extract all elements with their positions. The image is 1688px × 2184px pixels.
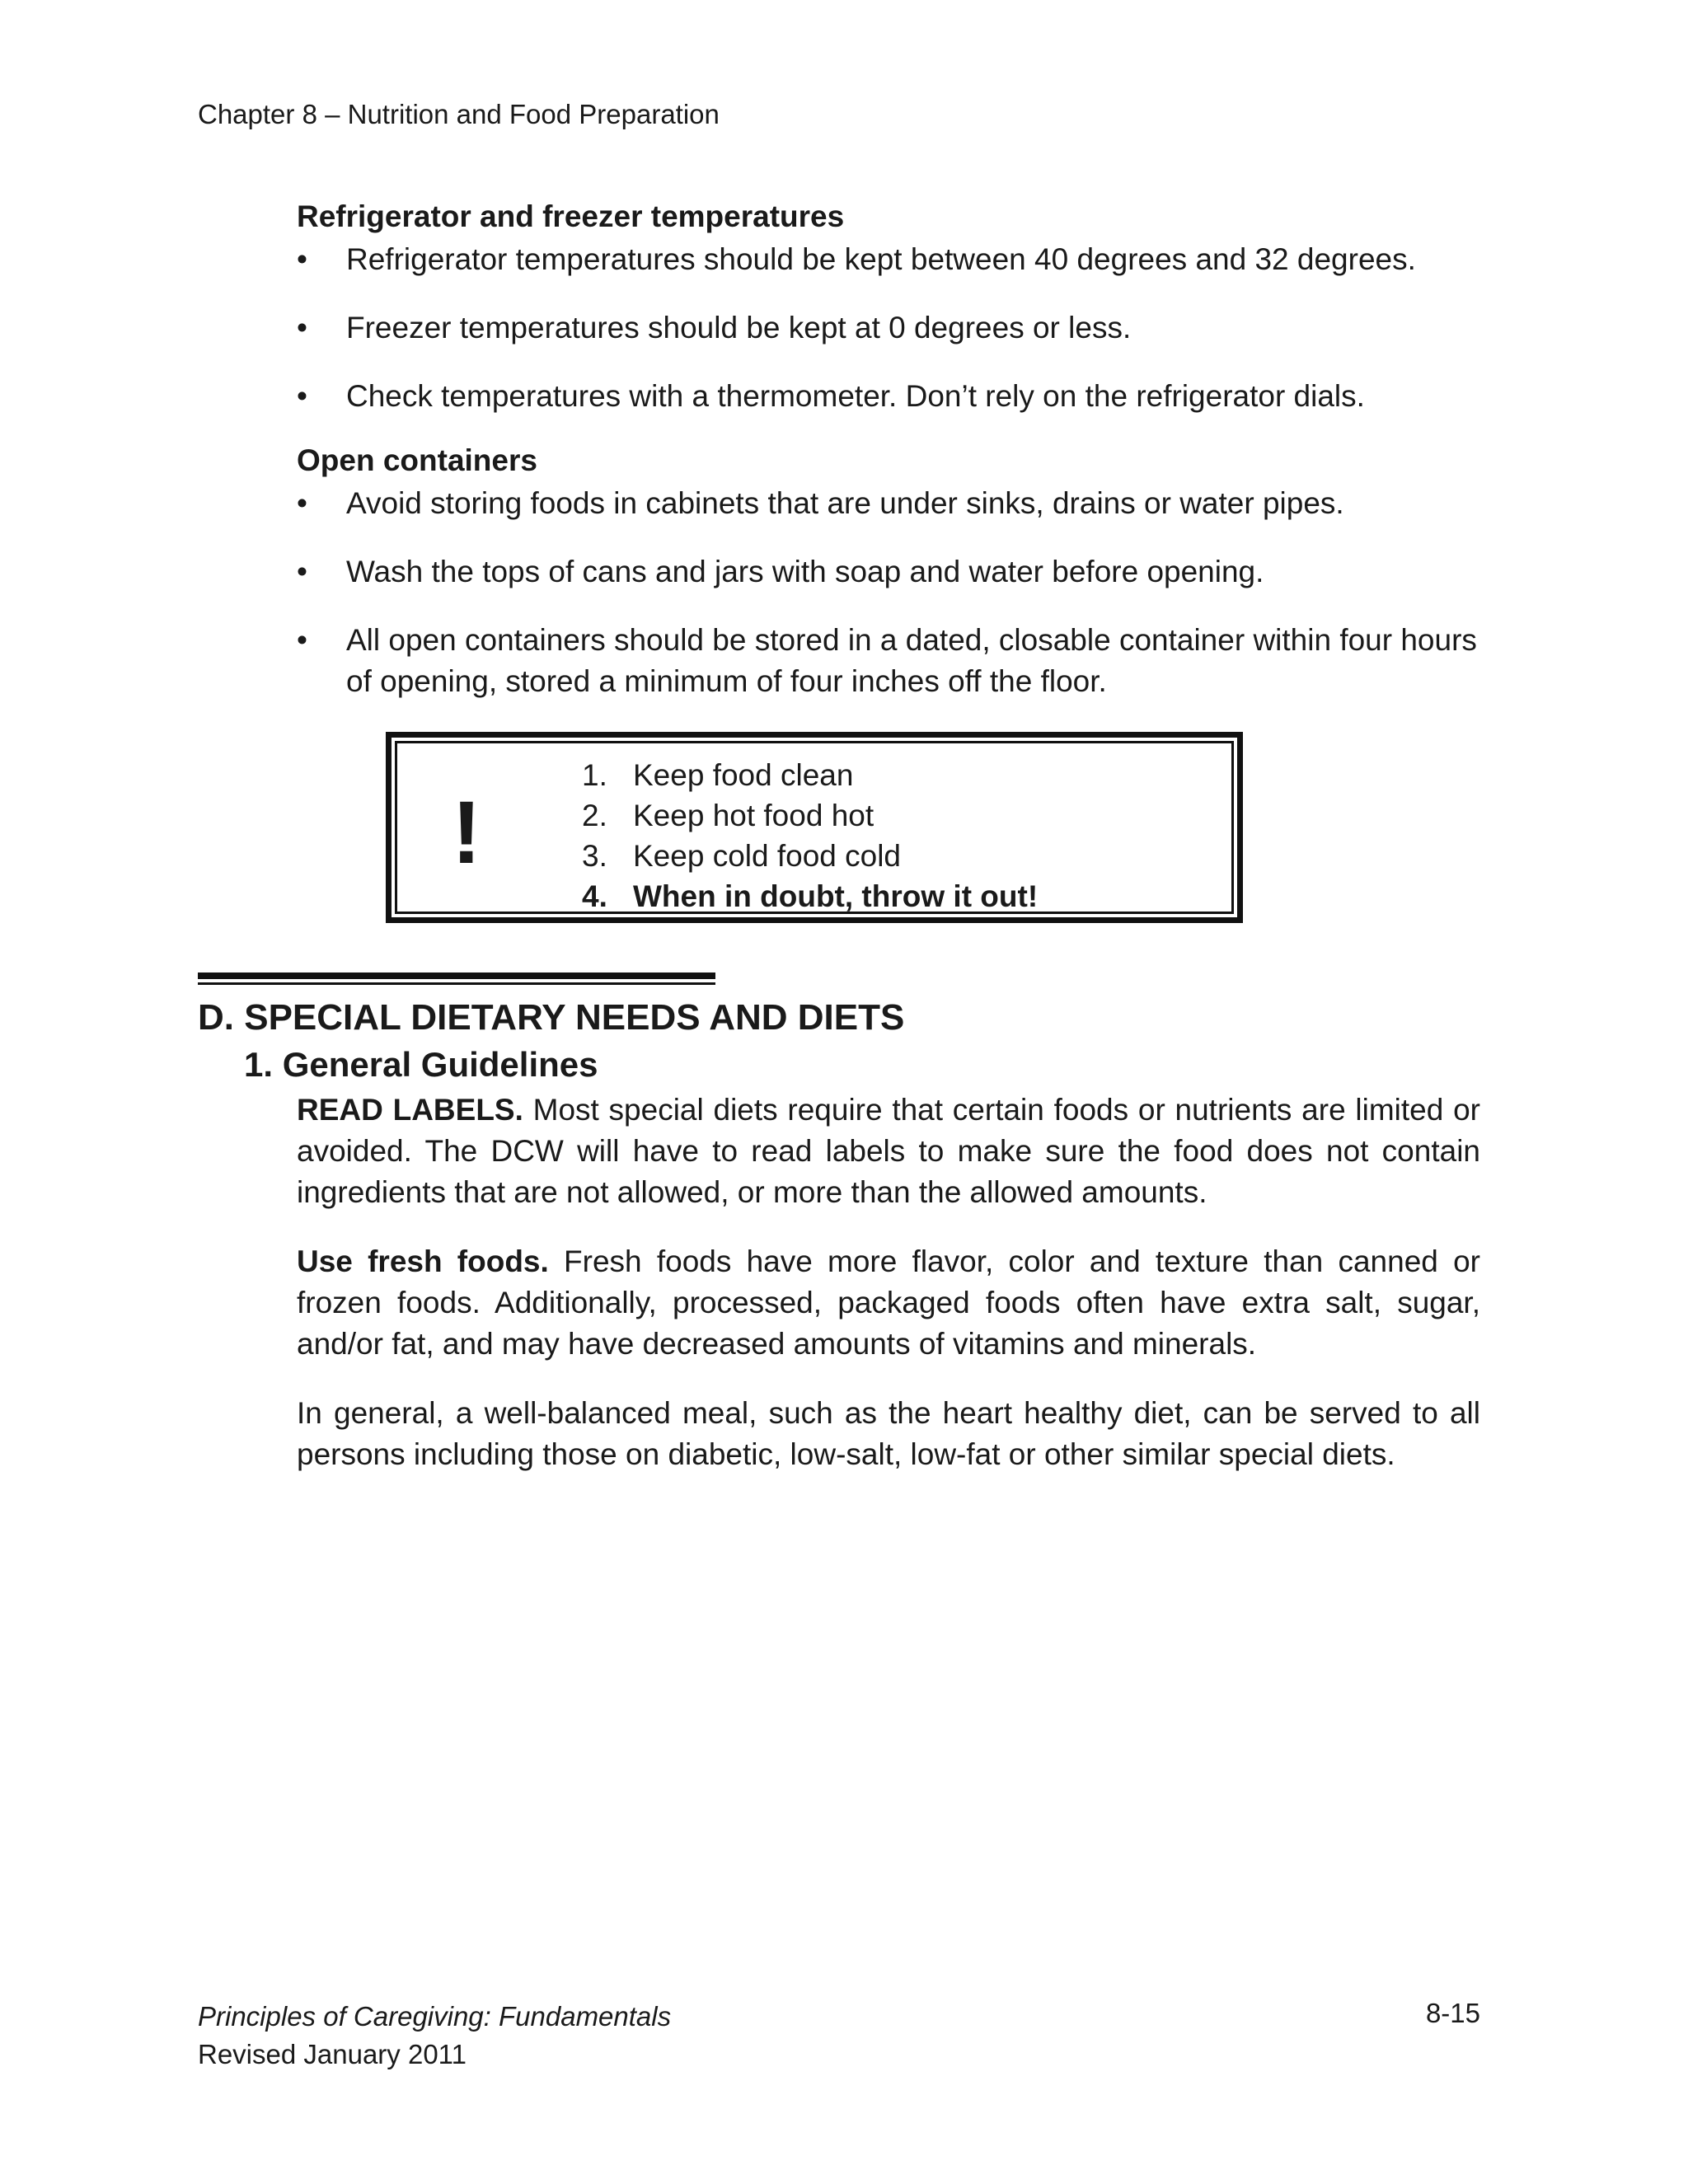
bullet-symbol: • [297,311,307,344]
list-item [297,620,1492,702]
callout-inner-border [395,741,1234,914]
rule-number: 1. [582,758,607,792]
paragraph-lead: READ LABELS. [297,1093,523,1127]
exclamation-icon: ! [452,782,481,882]
rule-number: 3. [582,839,607,873]
paragraph-text: Most special diets require that certain foods or nutrients are limited or avoided. The DCW will have to read labels to make sure the food does not contain ingredients that are not allowed, or more than the allowed amounts. [297,1093,1480,1209]
rule-text: Keep hot food hot [633,799,874,832]
rule-text: Keep cold food cold [633,839,902,873]
bullet-symbol: • [297,623,307,657]
paragraph-text: Fresh foods have more flavor, color and texture than canned or frozen foods. Additionally, processed, packaged foods often have extra salt, sugar, and/or fat, and may have decreased amounts of vitamins and minerals. [297,1244,1480,1361]
list-item [297,307,1492,349]
running-header: Chapter 8 – Nutrition and Food Preparation [198,99,720,129]
rule-item [582,795,1038,836]
page-number: 8-15 [1425,1998,1480,2028]
fridge-heading: Refrigerator and freezer temperatures [297,199,845,233]
bullet-symbol: • [297,555,307,588]
list-item [297,483,1492,524]
list-item [297,551,1492,593]
paragraph [297,1393,1480,1475]
rule-number: 4. [582,879,607,913]
paragraph-lead: Use fresh foods. [297,1244,549,1278]
paragraph [297,1090,1480,1213]
section-divider-thick [198,972,715,979]
paragraph [297,1241,1480,1365]
rule-item [582,876,1038,916]
footer-book-title: Principles of Caregiving: Fundamentals [198,2001,672,2032]
paragraph-text: In general, a well-balanced meal, such as the heart healthy diet, can be served to all persons including those on diabetic, low-salt, low-fat or other similar special diets. [297,1396,1480,1471]
bullet-symbol: • [297,242,307,276]
section-title: D. SPECIAL DIETARY NEEDS AND DIETS [198,997,905,1038]
list-item-text: Check temperatures with a thermometer. Don’t rely on the refrigerator dials. [346,379,1365,413]
rule-item [582,836,1038,876]
bullet-symbol: • [297,486,307,520]
list-item [297,239,1492,280]
list-item-text: Wash the tops of cans and jars with soap and water before opening. [346,555,1264,588]
list-item-text: Freezer temperatures should be kept at 0 degrees or less. [346,311,1132,344]
subsection-title: 1. General Guidelines [244,1045,598,1084]
section-divider-thin [198,982,715,985]
food-safety-rules [582,755,1038,916]
containers-heading: Open containers [297,443,537,477]
list-item-text: All open containers should be stored in a dated, closable container within four hours of opening, stored a minimum of four inches off the floor. [346,623,1477,698]
food-safety-callout [386,732,1243,923]
page-footer [198,1998,671,2074]
rule-text: Keep food clean [633,758,854,792]
list-item-text: Avoid storing foods in cabinets that are under sinks, drains or water pipes. [346,486,1344,520]
list-item [297,376,1492,417]
footer-revised-date: Revised January 2011 [198,2039,467,2069]
rule-text: When in doubt, throw it out! [633,879,1039,913]
rule-number: 2. [582,799,607,832]
list-item-text: Refrigerator temperatures should be kept between 40 degrees and 32 degrees. [346,242,1416,276]
bullet-symbol: • [297,379,307,413]
rule-item [582,755,1038,795]
